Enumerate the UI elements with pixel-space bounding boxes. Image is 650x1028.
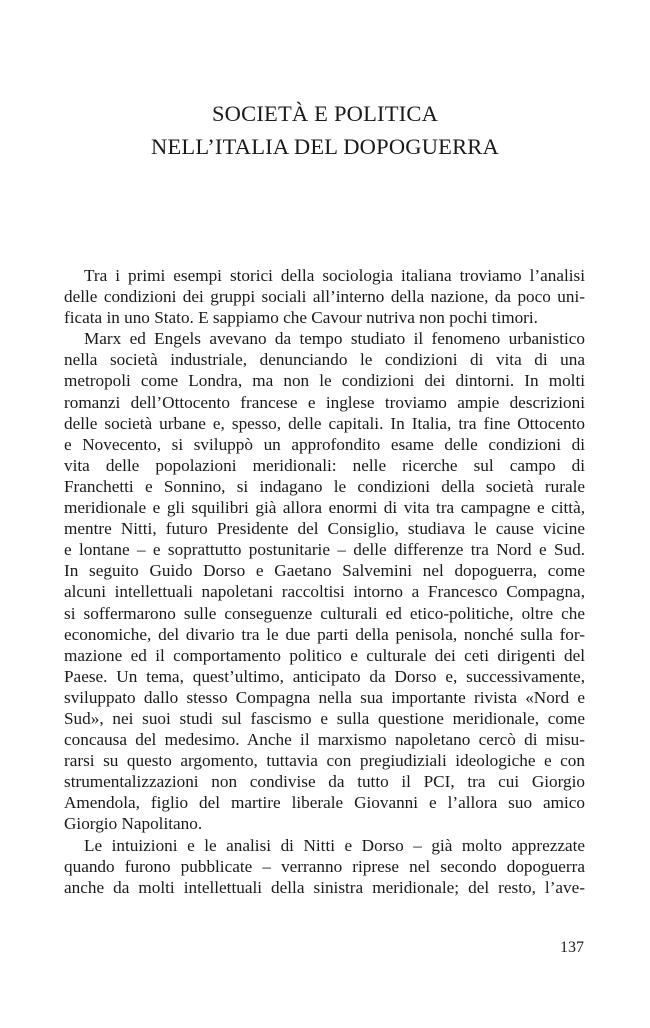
text-line: delle società urbane e, spesso, delle capitali. In Italia, tra fine Ottocento (64, 413, 585, 433)
text-line: e lontane – e soprattutto postunitarie – delle differenze tra Nord e Sud. (64, 540, 585, 560)
text-line: Marx ed Engels avevano da tempo studiato il fenomeno urbanistico (84, 329, 585, 349)
text-line: Amendola, figlio del martire liberale Giovanni e l’allora suo amico (64, 793, 585, 813)
text-line: nella società industriale, denunciando le condizioni di vita di una (64, 350, 585, 370)
text-line: meridionale e gli squilibri già allora enormi di vita tra campagne e città, (64, 498, 585, 518)
paragraph (64, 265, 585, 328)
text-line: strumentalizzazioni non condivise da tutto il PCI, tra cui Giorgio (64, 772, 585, 792)
text-line: In seguito Guido Dorso e Gaetano Salvemini nel dopoguerra, come (64, 561, 585, 581)
text-line: Giorgio Napolitano. (64, 814, 203, 834)
body-text (64, 265, 585, 898)
text-line: quando furono pubblicate – verranno riprese nel secondo dopoguerra (64, 856, 585, 876)
text-line: Paese. Un tema, quest’ultimo, anticipato da Dorso e, successivamente, (64, 666, 585, 686)
text-line: si soffermarono sulle conseguenze culturali ed etico-politiche, oltre che (64, 603, 585, 623)
text-line: Franchetti e Sonnino, si indagano le condizioni della società rurale (64, 476, 585, 496)
paragraph (64, 835, 585, 898)
text-line: mazione ed il comportamento politico e culturale dei ceti dirigenti del (64, 645, 585, 665)
text-line: vita delle popolazioni meridionali: nelle ricerche sul campo di (64, 455, 585, 475)
text-line: e Novecento, si sviluppò un approfondito esame delle condizioni di (64, 434, 585, 454)
text-line: romanzi dell’Ottocento francese e inglese troviamo ampie descrizioni (64, 392, 585, 412)
text-line: metropoli come Londra, ma non le condizioni dei dintorni. In molti (64, 371, 585, 391)
text-line: alcuni intellettuali napoletani raccoltisi intorno a Francesco Compagna, (64, 582, 585, 602)
text-line: Sud», nei suoi studi sul fascismo e sulla questione meridionale, come (64, 708, 585, 728)
text-line: rarsi su questo argomento, tuttavia con pregiudiziali ideologiche e con (64, 751, 585, 771)
text-line: delle condizioni dei gruppi sociali all’interno della nazione, da poco uni- (64, 287, 585, 307)
chapter-title-line-1: SOCIETÀ E POLITICA (211, 101, 439, 126)
text-line: Le intuizioni e le analisi di Nitti e Dorso – già molto apprezzate (84, 835, 585, 855)
text-line: mentre Nitti, futuro Presidente del Consiglio, studiava le cause vicine (64, 519, 585, 539)
page-number: 137 (560, 939, 584, 956)
text-line: ficata in uno Stato. E sappiamo che Cavour nutriva non pochi timori. (64, 308, 538, 328)
chapter-title-line-2: NELL’ITALIA DEL DOPOGUERRA (151, 134, 499, 159)
text-line: economiche, del divario tra le due parti della penisola, nonché sulla for- (64, 624, 585, 644)
paragraph (64, 328, 585, 834)
text-line: Tra i primi esempi storici della sociologia italiana troviamo l’analisi (84, 266, 585, 285)
text-line: concausa del medesimo. Anche il marxismo napoletano cercò di misu- (64, 730, 585, 750)
text-line: sviluppato dallo stesso Compagna nella sua importante rivista «Nord e (64, 687, 585, 707)
text-line: anche da molti intellettuali della sinistra meridionale; del resto, l’ave- (64, 877, 585, 897)
